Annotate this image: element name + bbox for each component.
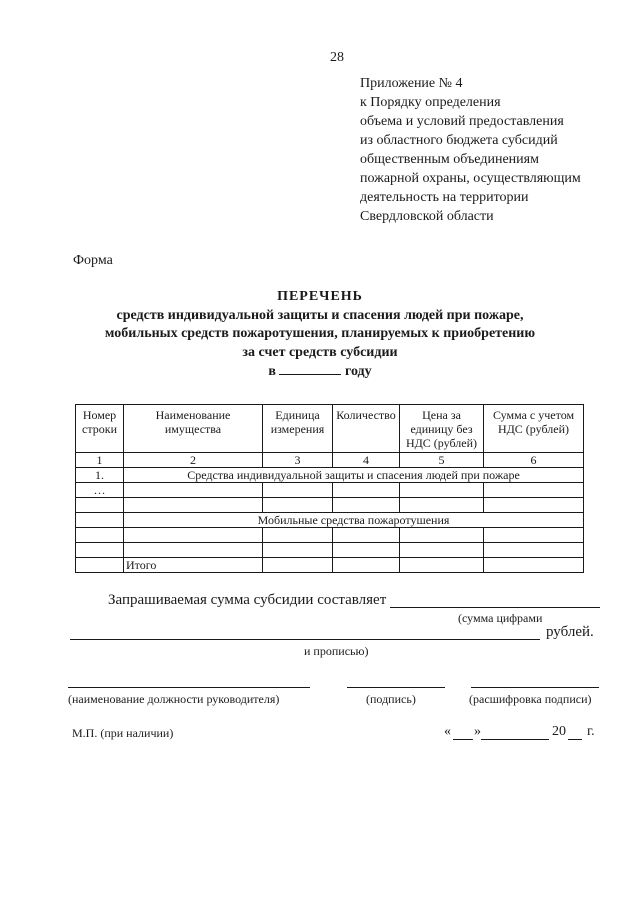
position-label: (наименование должности руководителя) (68, 692, 280, 706)
table-row (76, 543, 584, 558)
table-cell[interactable] (484, 558, 584, 573)
signature-label: (подпись) (366, 692, 416, 706)
seal-label: М.П. (при наличии) (72, 726, 174, 740)
signature-field[interactable] (347, 687, 445, 688)
table-cell[interactable] (124, 498, 263, 513)
digits-hint: (сумма цифрами (458, 611, 543, 625)
currency-label: рублей. (546, 624, 594, 640)
table-cell[interactable] (124, 543, 263, 558)
total-label: Итого (124, 558, 263, 573)
date-month-field[interactable] (481, 739, 549, 740)
section-title-mobile: Мобильные средства пожаротушения (124, 513, 584, 528)
year-suffix: году (344, 364, 372, 379)
appendix-block (360, 74, 581, 226)
table-cell[interactable] (333, 483, 400, 498)
appendix-line: объема и условий предоставления (360, 114, 564, 129)
header-cell: Сумма с учетом НДС (рублей) (484, 405, 584, 453)
table-cell[interactable] (124, 528, 263, 543)
title-main: ПЕРЕЧЕНЬ (277, 289, 363, 304)
table-cell[interactable] (76, 498, 124, 513)
table-cell[interactable] (333, 558, 400, 573)
column-number: 1 (76, 453, 124, 468)
section-number: 1. (76, 468, 124, 483)
table-cell (76, 558, 124, 573)
column-number: 2 (124, 453, 263, 468)
header-cell: Цена за единицу без НДС (рублей) (400, 405, 484, 453)
appendix-line: из областного бюджета субсидий (360, 133, 558, 148)
page-number: 28 (330, 50, 344, 65)
column-number: 6 (484, 453, 584, 468)
table-cell[interactable] (484, 543, 584, 558)
table-cell[interactable] (263, 558, 333, 573)
appendix-line: пожарной охраны, осуществляющим (360, 171, 581, 186)
date-close-quote: » (474, 724, 481, 739)
table-header-row (76, 405, 584, 453)
title-line-3: за счет средств субсидии (242, 344, 398, 360)
section-row-mobile (76, 513, 584, 528)
appendix-line: деятельность на территории (360, 190, 529, 205)
amount-words-field[interactable] (70, 639, 540, 640)
appendix-line: Свердловской области (360, 209, 494, 224)
section-row-ppe (76, 468, 584, 483)
table-cell[interactable] (76, 543, 124, 558)
document-title (0, 288, 640, 382)
decoding-field[interactable] (471, 687, 599, 688)
form-label: Форма (73, 253, 113, 268)
header-cell: Номер строки (76, 405, 124, 453)
appendix-line: Приложение № 4 (360, 76, 463, 91)
position-field[interactable] (68, 687, 310, 688)
amount-digits-field[interactable] (390, 607, 600, 608)
column-number: 4 (333, 453, 400, 468)
table-cell[interactable] (400, 558, 484, 573)
title-year-line (0, 362, 640, 382)
appendix-line: к Порядку определения (360, 95, 501, 110)
table-cell[interactable] (333, 543, 400, 558)
decoding-label: (расшифровка подписи) (469, 692, 592, 706)
year-blank[interactable] (279, 362, 341, 375)
date-day-field[interactable] (453, 739, 473, 740)
table-cell[interactable] (484, 498, 584, 513)
table-row (76, 483, 584, 498)
table-cell[interactable] (333, 498, 400, 513)
table-cell[interactable] (263, 528, 333, 543)
table-cell[interactable] (76, 528, 124, 543)
column-number-row (76, 453, 584, 468)
date-year-field[interactable] (568, 739, 582, 740)
items-table (75, 404, 584, 573)
header-cell: Количество (333, 405, 400, 453)
date-open-quote: « (444, 724, 451, 739)
table-cell[interactable] (124, 483, 263, 498)
date-year-suffix: г. (587, 724, 595, 739)
table-cell (76, 513, 124, 528)
header-cell: Наименование имущества (124, 405, 263, 453)
appendix-line: общественным объединениям (360, 152, 539, 167)
table-cell[interactable] (484, 483, 584, 498)
title-line-1: средств индивидуальной защиты и спасения людей при пожаре, (116, 307, 524, 323)
date-year-prefix: 20 (552, 724, 566, 739)
year-prefix: в (268, 364, 276, 379)
table-cell[interactable] (484, 528, 584, 543)
words-hint: и прописью) (304, 644, 369, 658)
column-number: 3 (263, 453, 333, 468)
table-cell[interactable] (400, 498, 484, 513)
header-cell: Единица измерения (263, 405, 333, 453)
table-cell[interactable] (263, 498, 333, 513)
request-text: Запрашиваемая сумма субсидии составляет (108, 592, 387, 608)
table-cell[interactable] (400, 528, 484, 543)
table-cell[interactable] (400, 543, 484, 558)
table-row (76, 498, 584, 513)
section-title-ppe: Средства индивидуальной защиты и спасения людей при пожаре (124, 468, 584, 483)
table-row (76, 528, 584, 543)
column-number: 5 (400, 453, 484, 468)
table-cell[interactable] (333, 528, 400, 543)
title-line-2: мобильных средств пожаротушения, планируемых к приобретению (104, 326, 536, 341)
total-row (76, 558, 584, 573)
table-cell[interactable] (263, 543, 333, 558)
table-cell[interactable] (263, 483, 333, 498)
table-cell[interactable] (400, 483, 484, 498)
row-ellipsis: … (76, 483, 124, 498)
